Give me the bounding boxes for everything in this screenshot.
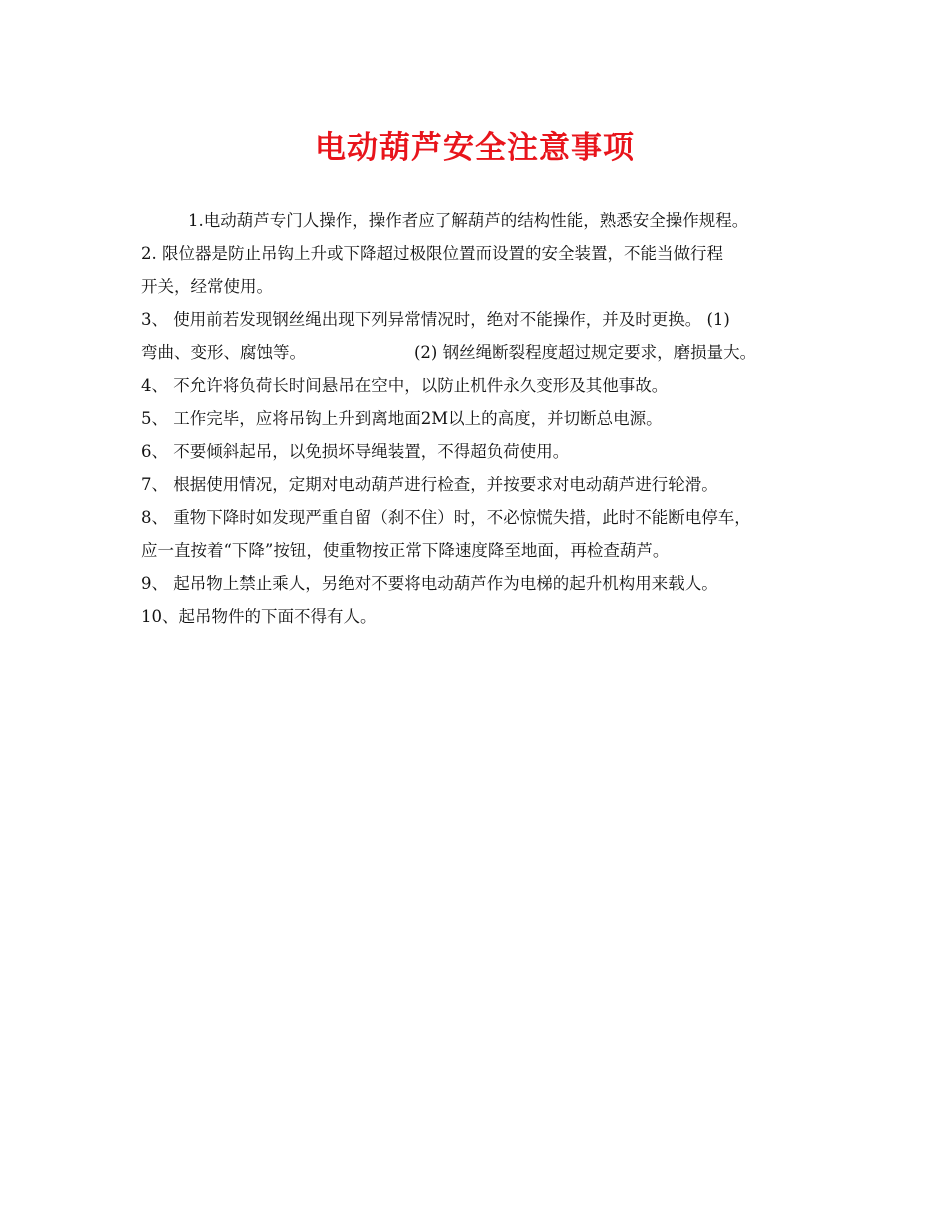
item-1: 1.电动葫芦专门人操作，操作者应了解葫芦的结构性能，熟悉安全操作规程。 (188, 211, 749, 230)
item-2-line-1: 2. 限位器是防止吊钩上升或下降超过极限位置而设置的安全装置，不能当做行程 (141, 244, 723, 263)
document-title: 电动葫芦安全注意事项 (315, 130, 635, 166)
item-4: 4、 不允许将负荷长时间悬吊在空中，以防止机件永久变形及其他事故。 (141, 376, 669, 395)
item-3-sub-2: (2) 钢丝绳断裂程度超过规定要求，磨损量大。 (414, 343, 757, 362)
item-7: 7、 根据使用情况，定期对电动葫芦进行检查，并按要求对电动葫芦进行轮滑。 (141, 475, 718, 494)
item-8-line-1: 8、 重物下降时如发现严重自留（刹不住）时，不必惊慌失措，此时不能断电停车， (141, 508, 751, 527)
item-3-line-1: 3、 使用前若发现钢丝绳出现下列异常情况时，绝对不能操作，并及时更换。 (1) (141, 310, 730, 329)
item-3-sub-1: 弯曲、变形、腐蚀等。 (141, 343, 306, 362)
item-9: 9、 起吊物上禁止乘人，另绝对不要将电动葫芦作为电梯的起升机构用来载人。 (141, 574, 718, 593)
item-2-line-2: 开关，经常使用。 (141, 277, 273, 296)
item-10: 10、起吊物件的下面不得有人。 (141, 607, 377, 626)
item-6: 6、 不要倾斜起吊，以免损坏导绳装置，不得超负荷使用。 (141, 442, 570, 461)
item-3-line-2 (141, 336, 821, 369)
item-5: 5、 工作完毕，应将吊钩上升到离地面2M以上的高度，并切断总电源。 (141, 409, 663, 428)
document-body (141, 204, 821, 633)
item-8-line-2: 应一直按着“下降”按钮，使重物按正常下降速度降至地面，再检查葫芦。 (141, 541, 670, 560)
